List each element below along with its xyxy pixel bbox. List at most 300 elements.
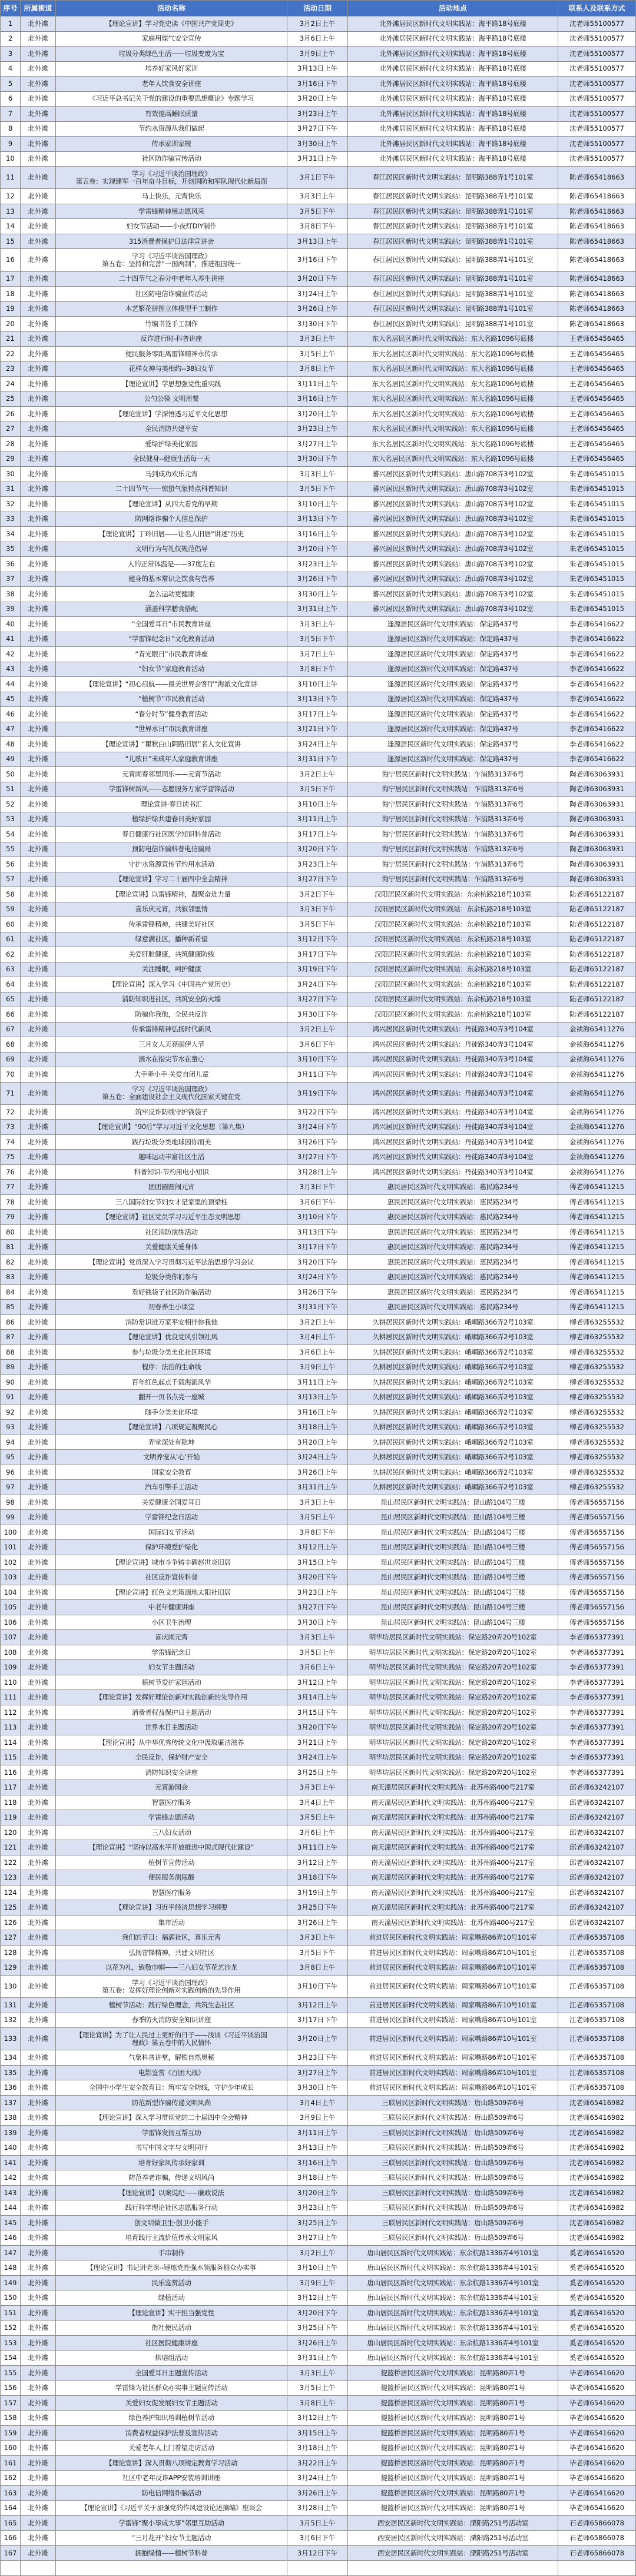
cell-contact: 沈老师65416982 <box>558 2125 636 2140</box>
table-row <box>1 782 636 797</box>
cell-no: 153 <box>1 2335 21 2351</box>
cell-contact: 陆老师65122187 <box>558 977 636 992</box>
cell-activity-date: 3月31日上午 <box>287 2351 348 2366</box>
cell-activity-date: 3月3日上午 <box>287 1630 348 1645</box>
table-row <box>1 1254 636 1270</box>
cell-activity-name: 学习《习近平谈治国理政》 第五卷：发挥好理论创新对实践创新的先导作用 <box>56 1975 287 1997</box>
cell-activity-name: 【理论宣讲】以案说纪——廉政说法 <box>56 2185 287 2200</box>
cell-activity-date: 3月3日上午 <box>287 467 348 482</box>
table-row <box>1 1284 636 1300</box>
cell-contact: 邱老师63242107 <box>558 1780 636 1795</box>
cell-activity-date: 3月23日上午 <box>287 2200 348 2216</box>
cell-contact: 王老师65456465 <box>558 437 636 452</box>
cell-activity-name: 创文明做卫生·创卫小能手 <box>56 2215 287 2230</box>
cell-activity-date: 3月3日上午 <box>287 617 348 632</box>
cell-activity-name: 反诈进行时-科普讲座 <box>56 331 287 347</box>
cell-no: 31 <box>1 482 21 497</box>
cell-activity-date: 3月31日上午 <box>287 1480 348 1495</box>
cell-street: 北外滩 <box>21 151 56 167</box>
cell-activity-date: 3月3日上午 <box>287 189 348 204</box>
cell-no: 146 <box>1 2230 21 2246</box>
cell-activity-location: 惠民居民区新时代文明实践站：惠民路234号 <box>348 1240 558 1255</box>
cell-activity-location: 春江居民区新时代文明实践站：昆明路388弄1号101室 <box>348 287 558 302</box>
cell-activity-name: 【理论宣讲】习近平经济思想学习纲要 <box>56 1900 287 1916</box>
cell-activity-name: 学习《习近平谈治国理政》 第五卷：坚持和完善“一国两制”，推进祖国统一 <box>56 249 287 271</box>
table-row <box>1 1870 636 1885</box>
cell-contact: 傅老师56557156 <box>558 1570 636 1585</box>
cell-no: 40 <box>1 617 21 632</box>
cell-activity-location: 蕃兴居民区新时代文明实践站：唐山路708弄3号102室 <box>348 482 558 497</box>
cell-contact: 毕老师65416620 <box>558 2441 636 2456</box>
cell-no: 55 <box>1 842 21 857</box>
cell-activity-location: 蕃兴居民区新时代文明实践站：唐山路708弄3号102室 <box>348 497 558 512</box>
cell-activity-location: 鸿兴居民区新时代文明实践站：丹徒路340弄3号104室 <box>348 1037 558 1053</box>
cell-contact: 傅老师65411215 <box>558 1210 636 1225</box>
table-row <box>1 1555 636 1570</box>
cell-activity-date: 3月30日下午 <box>287 317 348 332</box>
cell-street: 北外滩 <box>21 1495 56 1510</box>
header-no: 序号 <box>1 1 21 16</box>
cell-activity-name: 有效提高睡眠质量 <box>56 107 287 122</box>
cell-activity-date: 3月31日下午 <box>287 752 348 767</box>
cell-activity-date: 3月10日上午 <box>287 2260 348 2276</box>
table-row <box>1 2425 636 2441</box>
cell-street: 北外滩 <box>21 1120 56 1135</box>
cell-activity-location: 惠民居民区新时代文明实践站：惠民路234号 <box>348 1284 558 1300</box>
table-row <box>1 2335 636 2351</box>
table-row <box>1 219 636 234</box>
cell-activity-name: 弘扬雷锋精神，共建文明社区 <box>56 1945 287 1960</box>
cell-no: 83 <box>1 1270 21 1285</box>
cell-street: 北外滩 <box>21 2425 56 2441</box>
cell-activity-date: 3月24日下午 <box>287 1120 348 1135</box>
cell-contact: 金祯海65411276 <box>558 1164 636 1180</box>
cell-street: 北外滩 <box>21 16 56 32</box>
cell-activity-date: 3月13日下午 <box>287 1224 348 1240</box>
cell-activity-location: 鸿兴居民区新时代文明实践站：丹徒路340弄3号104室 <box>348 1120 558 1135</box>
cell-street: 北外滩 <box>21 317 56 332</box>
cell-activity-location: 昆山居民区新时代文明实践站：昆山路104号三楼 <box>348 1585 558 1600</box>
cell-contact: 沈老师55100577 <box>558 121 636 137</box>
cell-street: 北外滩 <box>21 1420 56 1435</box>
cell-activity-date: 3月24日上午 <box>287 737 348 752</box>
table-row <box>1 1270 636 1285</box>
cell-activity-date: 3月6日下午 <box>287 1194 348 1210</box>
cell-no: 90 <box>1 1375 21 1390</box>
cell-no: 109 <box>1 1660 21 1675</box>
cell-activity-name: 街社便民活动 <box>56 2321 287 2336</box>
cell-no: 142 <box>1 2170 21 2186</box>
table-row <box>1 1314 636 1330</box>
cell-activity-date: 3月9日上午 <box>287 2275 348 2290</box>
cell-activity-date: 3月14日上午 <box>287 1690 348 1705</box>
cell-contact: 傅老师56557156 <box>558 1525 636 1540</box>
cell-no: 141 <box>1 2155 21 2170</box>
cell-activity-name: 学雷锋树新风——志愿服务万家学雷锋活动 <box>56 782 287 797</box>
cell-activity-name: “世界水日”市民教育讲座 <box>56 722 287 737</box>
cell-street: 北外滩 <box>21 1915 56 1930</box>
cell-no: 44 <box>1 677 21 692</box>
cell-activity-name: 民乐鉴赏活动 <box>56 2275 287 2290</box>
cell-street: 北外滩 <box>21 1390 56 1405</box>
cell-contact: 沈老师55100577 <box>558 91 636 107</box>
empty-cell <box>21 2561 56 2576</box>
cell-activity-name: 文明养宠从‘心’开始 <box>56 1450 287 1465</box>
table-row <box>1 2351 636 2366</box>
cell-activity-name: 妇女节主题活动 <box>56 1660 287 1675</box>
cell-street: 北外滩 <box>21 1480 56 1495</box>
table-row <box>1 347 636 362</box>
cell-activity-location: 逢源居民区新时代文明实践站：保定路437号 <box>348 722 558 737</box>
cell-no: 98 <box>1 1495 21 1510</box>
cell-activity-location: 明华坊居民区新时代文明实践站：保定路20弄20号102室 <box>348 1660 558 1675</box>
cell-street: 北外滩 <box>21 647 56 662</box>
cell-activity-name: 植绿护绿共建春日美好家园 <box>56 812 287 827</box>
cell-contact: 邱老师63242107 <box>558 1810 636 1825</box>
cell-activity-location: 提篮桥居民区新时代文明实践站：昆明路80弄1号 <box>348 2501 558 2516</box>
cell-activity-location: 逢源居民区新时代文明实践站：保定路437号 <box>348 752 558 767</box>
cell-street: 北外滩 <box>21 1855 56 1870</box>
cell-activity-location: 春江居民区新时代文明实践站：昆明路388弄1号101室 <box>348 301 558 317</box>
cell-contact: 李老师65377391 <box>558 1735 636 1750</box>
cell-activity-location: 三联居民区新时代文明实践站：唐山路509弄6号 <box>348 2200 558 2216</box>
table-row <box>1 2050 636 2066</box>
cell-contact: 王老师65456465 <box>558 331 636 347</box>
cell-street: 北外滩 <box>21 391 56 407</box>
table-row <box>1 872 636 887</box>
table-row <box>1 1240 636 1255</box>
cell-activity-name: 竹编书签手工制作 <box>56 317 287 332</box>
cell-contact: 江老师65357108 <box>558 1998 636 2013</box>
cell-activity-location: 明华坊居民区新时代文明实践站：保定路20弄20号102室 <box>348 1645 558 1660</box>
cell-activity-location: 蕃兴居民区新时代文明实践站：唐山路708弄3号102室 <box>348 542 558 557</box>
table-row <box>1 1525 636 1540</box>
cell-activity-location: 提篮桥居民区新时代文明实践站：昆明路80弄1号 <box>348 2365 558 2381</box>
cell-activity-name: 国家安全教育 <box>56 1465 287 1480</box>
cell-street: 北外滩 <box>21 497 56 512</box>
cell-contact: 柳老师63255532 <box>558 1450 636 1465</box>
table-row <box>1 1780 636 1795</box>
cell-activity-location: 明华坊居民区新时代文明实践站：保定路20弄20号102室 <box>348 1750 558 1765</box>
table-row <box>1 1885 636 1900</box>
cell-activity-date: 3月27日下午 <box>287 121 348 137</box>
table-row <box>1 1600 636 1615</box>
table-row <box>1 91 636 107</box>
cell-street: 北外滩 <box>21 1465 56 1480</box>
cell-activity-date: 3月5日下午 <box>287 1945 348 1960</box>
cell-activity-location: 东大名居民区新时代文明实践站：东大名路1096号底楼 <box>348 391 558 407</box>
cell-street: 北外滩 <box>21 1330 56 1345</box>
cell-activity-date: 3月24日上午 <box>287 287 348 302</box>
cell-no: 38 <box>1 587 21 602</box>
cell-contact: 柳老师63255532 <box>558 1390 636 1405</box>
cell-street: 北外滩 <box>21 1540 56 1555</box>
cell-no: 36 <box>1 557 21 572</box>
cell-street: 北外滩 <box>21 662 56 677</box>
table-row <box>1 1420 636 1435</box>
table-row <box>1 1390 636 1405</box>
table-row <box>1 677 636 692</box>
cell-activity-location: 汉阳居民区新时代文明实践站：东余杭路218号103室 <box>348 917 558 932</box>
cell-activity-date: 3月6日下午 <box>287 2531 348 2546</box>
cell-activity-date: 3月3日下午 <box>287 1180 348 1195</box>
cell-street: 北外滩 <box>21 917 56 932</box>
cell-activity-location: 蕃兴居民区新时代文明实践站：唐山路708弄3号102室 <box>348 587 558 602</box>
table-row <box>1 932 636 947</box>
cell-activity-name: 社区反诈宣传科普 <box>56 1570 287 1585</box>
cell-street: 北外滩 <box>21 2501 56 2516</box>
cell-activity-date: 3月9日上午 <box>287 47 348 62</box>
cell-activity-location: 三联居民区新时代文明实践站：唐山路509弄6号 <box>348 2125 558 2140</box>
cell-contact: 金祯海65411276 <box>558 1082 636 1104</box>
cell-activity-name: 植树节爱护家园活动 <box>56 1675 287 1690</box>
cell-contact: 金祯海65411276 <box>558 1150 636 1165</box>
cell-activity-location: 海宁居民区新时代文明实践站：乍浦路313弄6号 <box>348 872 558 887</box>
table-row <box>1 2411 636 2426</box>
cell-activity-location: 东大名居民区新时代文明实践站：东大名路1096号底楼 <box>348 347 558 362</box>
cell-street: 北外滩 <box>21 2485 56 2501</box>
table-row <box>1 1022 636 1037</box>
cell-street: 北外滩 <box>21 902 56 917</box>
cell-activity-location: 鸿兴居民区新时代文明实践站：丹徒路340弄3号104室 <box>348 1082 558 1104</box>
table-row <box>1 467 636 482</box>
cell-activity-date: 3月30日下午 <box>287 1007 348 1023</box>
cell-street: 北外滩 <box>21 287 56 302</box>
cell-activity-location: 鸿兴居民区新时代文明实践站：丹徒路340弄3号104室 <box>348 1052 558 1067</box>
cell-street: 北外滩 <box>21 1675 56 1690</box>
cell-activity-location: 春江居民区新时代文明实践站：昆明路388弄1号101室 <box>348 249 558 271</box>
cell-activity-location: 北外滩居民区新时代文明实践站：海平路18号底楼 <box>348 91 558 107</box>
table-row <box>1 1104 636 1120</box>
cell-activity-date: 3月16日上午 <box>287 1405 348 1420</box>
cell-contact: 陈老师65418663 <box>558 287 636 302</box>
cell-street: 北外滩 <box>21 2411 56 2426</box>
empty-cell <box>348 2561 558 2576</box>
cell-activity-name: 三八妇女活动 <box>56 1825 287 1840</box>
table-row <box>1 887 636 902</box>
cell-contact: 邱老师63242107 <box>558 1855 636 1870</box>
cell-no: 124 <box>1 1885 21 1900</box>
cell-no: 167 <box>1 2545 21 2561</box>
cell-no: 164 <box>1 2501 21 2516</box>
cell-activity-name: 防范养老诈骗，传递文明风尚 <box>56 2170 287 2186</box>
cell-activity-name: 参与垃圾分类美化社区环境 <box>56 1345 287 1360</box>
header-row <box>1 1 636 16</box>
table-row <box>1 1480 636 1495</box>
cell-street: 北外滩 <box>21 527 56 542</box>
table-row <box>1 271 636 287</box>
cell-activity-date: 3月24日上午 <box>287 1450 348 1465</box>
cell-activity-name: 滴水在指尖节水在童心 <box>56 1052 287 1067</box>
cell-street: 北外滩 <box>21 2155 56 2170</box>
cell-street: 北外滩 <box>21 1450 56 1465</box>
cell-activity-location: 昆山居民区新时代文明实践站：昆山路104号三楼 <box>348 1555 558 1570</box>
cell-activity-date: 3月5日上午 <box>287 347 348 362</box>
cell-activity-date: 3月5日上午 <box>287 2515 348 2531</box>
cell-activity-date: 3月5日下午 <box>287 782 348 797</box>
cell-contact: 王老师65456465 <box>558 421 636 437</box>
cell-street: 北外滩 <box>21 1164 56 1180</box>
cell-activity-date: 3月20日上午 <box>287 91 348 107</box>
cell-no: 144 <box>1 2200 21 2216</box>
cell-no: 18 <box>1 287 21 302</box>
cell-activity-name: 【理论宣讲】学习党史读《中国共产党简史》 <box>56 16 287 32</box>
cell-no: 85 <box>1 1300 21 1315</box>
cell-street: 北外滩 <box>21 2471 56 2486</box>
cell-no: 140 <box>1 2140 21 2156</box>
cell-street: 北外滩 <box>21 2245 56 2260</box>
cell-street: 北外滩 <box>21 977 56 992</box>
cell-activity-location: 蕃兴居民区新时代文明实践站：唐山路708弄3号102室 <box>348 467 558 482</box>
cell-activity-location: 南天潼居民区新时代文明实践站：北苏州路400号217室 <box>348 1900 558 1916</box>
cell-street: 北外滩 <box>21 1555 56 1570</box>
cell-activity-name: 守护水资源宣传节约用水活动 <box>56 857 287 872</box>
cell-contact: 江老师65357108 <box>558 2013 636 2028</box>
cell-activity-date: 3月5日下午 <box>287 917 348 932</box>
cell-street: 北外滩 <box>21 512 56 527</box>
table-row <box>1 2275 636 2290</box>
cell-street: 北外滩 <box>21 204 56 219</box>
cell-activity-name: 防网络诈骗个人信息保护 <box>56 512 287 527</box>
cell-street: 北外滩 <box>21 137 56 152</box>
cell-no: 158 <box>1 2411 21 2426</box>
cell-no: 137 <box>1 2095 21 2110</box>
cell-activity-location: 南天潼居民区新时代文明实践站：北苏州路400号217室 <box>348 1795 558 1810</box>
table-row <box>1 2110 636 2126</box>
cell-activity-name: 全民反诈，保护财产安全 <box>56 1750 287 1765</box>
cell-no: 12 <box>1 189 21 204</box>
table-row <box>1 137 636 152</box>
cell-no: 33 <box>1 512 21 527</box>
cell-activity-date: 3月5日下午 <box>287 482 348 497</box>
cell-activity-date: 3月18日上午 <box>287 2441 348 2456</box>
table-row <box>1 2485 636 2501</box>
cell-contact: 陈老师65418663 <box>558 189 636 204</box>
cell-contact: 陶老师63063931 <box>558 857 636 872</box>
cell-contact: 傅老师65411215 <box>558 1300 636 1315</box>
cell-contact: 陈老师65418663 <box>558 167 636 189</box>
cell-activity-name: 全民健身--健康生活每一天 <box>56 452 287 467</box>
cell-contact: 陈老师65418663 <box>558 271 636 287</box>
cell-street: 北外滩 <box>21 1254 56 1270</box>
cell-no: 97 <box>1 1480 21 1495</box>
cell-activity-location: 东大名居民区新时代文明实践站：东大名路1096号底楼 <box>348 331 558 347</box>
cell-street: 北外滩 <box>21 301 56 317</box>
table-row <box>1 2321 636 2336</box>
cell-no: 132 <box>1 2013 21 2028</box>
cell-contact: 邱老师63242107 <box>558 1825 636 1840</box>
cell-contact: 李老师65416622 <box>558 617 636 632</box>
cell-activity-date: 3月24日上午 <box>287 1750 348 1765</box>
cell-activity-date: 3月11日上午 <box>287 377 348 392</box>
table-row <box>1 2305 636 2321</box>
cell-activity-date: 3月4日上午 <box>287 2095 348 2110</box>
cell-activity-date: 3月20日上午 <box>287 407 348 422</box>
cell-activity-date: 3月3日上午 <box>287 1495 348 1510</box>
cell-contact: 江老师65357108 <box>558 2028 636 2050</box>
cell-contact: 傅老师56557156 <box>558 1585 636 1600</box>
cell-no: 4 <box>1 61 21 77</box>
table-row <box>1 1465 636 1480</box>
cell-activity-date: 3月6日上午 <box>287 1345 348 1360</box>
table-row <box>1 151 636 167</box>
cell-street: 北外滩 <box>21 2545 56 2561</box>
cell-street: 北外滩 <box>21 827 56 842</box>
cell-activity-date: 3月20日下午 <box>287 1570 348 1585</box>
cell-street: 北外滩 <box>21 1300 56 1315</box>
cell-no: 14 <box>1 219 21 234</box>
cell-activity-date: 3月12日下午 <box>287 932 348 947</box>
cell-contact: 毕老师65416620 <box>558 2485 636 2501</box>
cell-no: 115 <box>1 1750 21 1765</box>
cell-activity-date: 3月13日下午 <box>287 692 348 707</box>
cell-activity-date: 3月8日上午 <box>287 361 348 377</box>
cell-activity-name: 科普知识-节约用电小知识 <box>56 1164 287 1180</box>
cell-no: 121 <box>1 1840 21 1855</box>
cell-no: 113 <box>1 1720 21 1735</box>
cell-activity-date: 3月2日上午 <box>287 2245 348 2260</box>
cell-activity-location: 唐山居民区新时代文明实践站：东余杭路1336弄4号101室 <box>348 2335 558 2351</box>
cell-street: 北外滩 <box>21 407 56 422</box>
cell-activity-date: 3月23日上午 <box>287 1585 348 1600</box>
cell-activity-name: 防骗你我他，全民共反诈 <box>56 1007 287 1023</box>
cell-no: 80 <box>1 1224 21 1240</box>
empty-cell <box>287 2561 348 2576</box>
cell-contact: 陶老师63063931 <box>558 767 636 782</box>
cell-activity-date: 3月18日上午 <box>287 2170 348 2186</box>
table-row <box>1 1615 636 1630</box>
cell-street: 北外滩 <box>21 1284 56 1300</box>
cell-activity-location: 南天潼居民区新时代文明实践站：北苏州路400号217室 <box>348 1840 558 1855</box>
cell-activity-location: 前进居民区新时代文明实践站：周家嘴路86弄10号101室 <box>348 1945 558 1960</box>
table-row <box>1 249 636 271</box>
cell-activity-location: 鸿兴居民区新时代文明实践站：丹徒路340弄3号104室 <box>348 1104 558 1120</box>
cell-activity-date: 3月11日下午 <box>287 1067 348 1083</box>
table-row <box>1 2531 636 2546</box>
cell-contact: 江老师65357108 <box>558 1945 636 1960</box>
cell-no: 3 <box>1 47 21 62</box>
cell-contact: 毕老师65416620 <box>558 2381 636 2396</box>
cell-activity-name: 弄堂深处有乾坤 <box>56 1435 287 1450</box>
cell-street: 北外滩 <box>21 1067 56 1083</box>
cell-activity-location: 久耕居民区新时代文明实践站：峨嵋路366弄2号103室 <box>348 1390 558 1405</box>
cell-street: 北外滩 <box>21 767 56 782</box>
cell-activity-name: 社区消防演练活动 <box>56 1224 287 1240</box>
table-row <box>1 1120 636 1135</box>
cell-activity-date: 3月25日上午 <box>287 2215 348 2230</box>
table-row <box>1 512 636 527</box>
cell-activity-location: 南天潼居民区新时代文明实践站：北苏州路400号217室 <box>348 1885 558 1900</box>
cell-activity-name: 气象科普讲堂，解锁自然奥秘 <box>56 2050 287 2066</box>
cell-activity-date: 3月22日下午 <box>287 1104 348 1120</box>
cell-activity-date: 3月3日上午 <box>287 1780 348 1795</box>
cell-contact: 奚老师65416520 <box>558 2335 636 2351</box>
cell-activity-date: 3月13日上午 <box>287 61 348 77</box>
table-row <box>1 1705 636 1720</box>
cell-activity-date: 3月4日上午 <box>287 1330 348 1345</box>
cell-no: 20 <box>1 317 21 332</box>
table-row <box>1 947 636 962</box>
cell-no: 117 <box>1 1780 21 1795</box>
cell-activity-location: 西安居民区新时代文明实践站：溧阳路251号活动室 <box>348 2531 558 2546</box>
cell-street: 北外滩 <box>21 2170 56 2186</box>
cell-street: 北外滩 <box>21 887 56 902</box>
table-row <box>1 827 636 842</box>
cell-street: 北外滩 <box>21 167 56 189</box>
cell-activity-location: 西安居民区新时代文明实践站：溧阳路251号活动室 <box>348 2545 558 2561</box>
cell-activity-location: 三联居民区新时代文明实践站：唐山路509弄6号 <box>348 2140 558 2156</box>
cell-activity-date: 3月5日上午 <box>287 2381 348 2396</box>
